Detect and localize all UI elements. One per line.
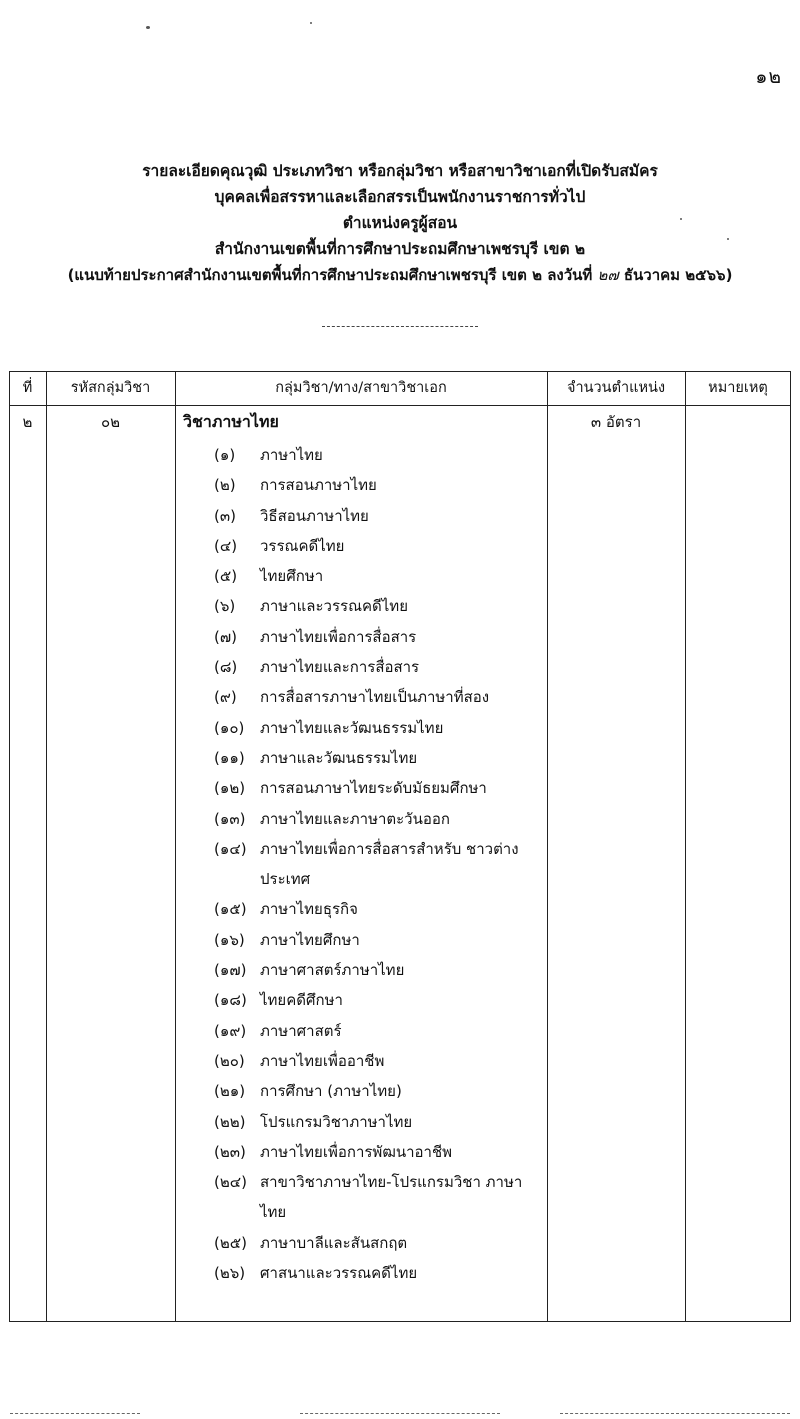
major-name: ภาษาไทยและการสื่อสาร <box>260 658 420 677</box>
major-name: วิธีสอนภาษาไทย <box>260 506 369 525</box>
major-number: (๖) <box>214 597 236 616</box>
major-number: (๕) <box>214 567 238 586</box>
column-divider <box>175 371 176 1322</box>
major-number: (๓) <box>214 506 236 525</box>
major-name: สาขาวิชาภาษาไทย-โปรแกรมวิชา ภาษาไทย <box>260 1173 523 1222</box>
list-item <box>214 652 544 682</box>
list-item <box>214 804 544 834</box>
list-item <box>214 1046 544 1076</box>
major-number: (๑๔) <box>214 839 247 858</box>
scan-edge-dash <box>560 1413 790 1414</box>
header-divider <box>322 326 478 327</box>
major-number: (๒๖) <box>214 1264 246 1283</box>
scan-speck <box>146 26 150 29</box>
list-item <box>214 591 544 621</box>
major-name: ภาษาและวัฒนธรรมไทย <box>260 748 418 767</box>
major-name: ภาษาศาสตร์ <box>260 1021 342 1040</box>
major-name: ภาษาไทย <box>260 446 323 464</box>
list-item <box>214 834 544 895</box>
major-name: โปรแกรมวิชาภาษาไทย <box>260 1112 413 1131</box>
list-item <box>214 1137 544 1167</box>
list-item <box>214 1228 544 1258</box>
scan-edge-dash <box>300 1413 500 1414</box>
major-name: ภาษาไทยศึกษา <box>260 930 360 949</box>
header-code: รหัสกลุ่มวิชา <box>70 380 151 396</box>
list-item <box>214 925 544 955</box>
major-number: (๙) <box>214 688 237 707</box>
major-name: ภาษาไทยและภาษาตะวันออก <box>260 809 450 828</box>
major-name: ภาษาไทยเพื่ออาชีพ <box>260 1051 385 1070</box>
scan-edge-dash <box>10 1413 140 1414</box>
major-number: (๑๗) <box>214 961 247 980</box>
major-name: ภาษาไทยเพื่อการสื่อสารสำหรับ ชาวต่างประเทศ <box>260 839 519 889</box>
major-number: (๒๑) <box>214 1082 246 1101</box>
list-item <box>214 561 544 591</box>
list-item <box>214 622 544 652</box>
list-item <box>214 1016 544 1046</box>
header-position-line: ตำแหน่งครูผู้สอน <box>342 214 458 232</box>
list-item <box>214 440 544 470</box>
list-item <box>214 501 544 531</box>
major-name: ภาษาไทยและวัฒนธรรมไทย <box>260 718 444 737</box>
major-number: (๑๕) <box>214 900 247 919</box>
major-number: (๑๘) <box>214 991 247 1010</box>
major-number: (๒) <box>214 476 236 495</box>
header-remarks: หมายเหตุ <box>708 380 768 396</box>
major-number: (๔) <box>214 536 238 555</box>
major-name: วรรณคดีไทย <box>260 536 345 555</box>
attachment-text-start: (แนบท้ายประกาศสำนักงานเขตพื้นที่การศึกษาประถมศึกษาเพชรบุรี เขต ๒ ลงวันที่ <box>67 266 598 284</box>
attachment-text-end: ธันวาคม ๒๕๖๖) <box>618 266 733 284</box>
header-title-line2: บุคคลเพื่อสรรหาและเลือกสรรเป็นพนักงานราชการทั่วไป <box>214 188 586 206</box>
major-number: (๒๕) <box>214 1233 247 1252</box>
list-item <box>214 531 544 561</box>
major-number: (๑๑) <box>214 748 245 767</box>
major-number: (๑๒) <box>214 779 246 798</box>
major-number: (๗) <box>214 627 237 646</box>
major-name: การศึกษา (ภาษาไทย) <box>260 1082 402 1101</box>
major-name: ไทยคดีศึกษา <box>260 991 343 1010</box>
header-attachment-line <box>0 262 800 288</box>
list-item <box>214 773 544 803</box>
major-number: (๒๓) <box>214 1142 246 1161</box>
major-number: (๑๖) <box>214 930 245 949</box>
handwritten-day: ๒๗ <box>597 266 619 284</box>
header-office-line: สำนักงานเขตพื้นที่การศึกษาประถมศึกษาเพชรบุรี เขต ๒ <box>214 240 586 258</box>
major-number: (๑๓) <box>214 809 246 828</box>
major-name: ไทยศึกษา <box>260 567 324 586</box>
major-number: (๑๙) <box>214 1021 247 1040</box>
list-item <box>214 743 544 773</box>
major-number: (๑) <box>214 446 236 464</box>
table-header-divider <box>9 405 791 406</box>
column-divider <box>685 371 686 1322</box>
major-list <box>214 440 544 1288</box>
list-item <box>214 1258 544 1288</box>
major-name: ภาษาบาลีและสันสกฤต <box>260 1233 408 1252</box>
list-item <box>214 713 544 743</box>
column-divider <box>46 371 47 1322</box>
list-item <box>214 1107 544 1137</box>
major-number: (๒๔) <box>214 1173 247 1192</box>
major-name: การสื่อสารภาษาไทยเป็นภาษาที่สอง <box>260 688 490 707</box>
major-name: ภาษาศาสตร์ภาษาไทย <box>260 961 405 980</box>
header-title-line1: รายละเอียดคุณวุฒิ ประเภทวิชา หรือกลุ่มวิชา หรือสาขาวิชาเอกที่เปิดรับสมัคร <box>142 162 658 180</box>
subject-group-title: วิชาภาษาไทย <box>183 412 279 431</box>
major-name: การสอนภาษาไทย <box>260 476 377 495</box>
list-item <box>214 682 544 712</box>
major-name: ภาษาไทยธุรกิจ <box>260 900 358 919</box>
list-item <box>214 1167 544 1228</box>
header-no: ที่ <box>22 380 33 396</box>
scan-speck <box>310 22 312 24</box>
document-header <box>0 158 800 288</box>
list-item <box>214 1076 544 1106</box>
major-name: ภาษาและวรรณคดีไทย <box>260 597 408 616</box>
major-number: (๒๒) <box>214 1112 246 1131</box>
list-item <box>214 955 544 985</box>
major-name: การสอนภาษาไทยระดับมัธยมศึกษา <box>260 779 487 798</box>
list-item <box>214 894 544 924</box>
page-number: ๑๒ <box>755 66 782 88</box>
major-number: (๘) <box>214 658 238 677</box>
row-code: ๐๒ <box>100 413 121 431</box>
major-number: (๒๐) <box>214 1051 245 1070</box>
list-item <box>214 985 544 1015</box>
list-item <box>214 470 544 500</box>
major-number: (๑๐) <box>214 718 245 737</box>
row-no: ๒ <box>22 413 33 431</box>
column-divider <box>547 371 548 1322</box>
major-name: ภาษาไทยเพื่อการสื่อสาร <box>260 627 417 646</box>
major-name: ศาสนาและวรรณคดีไทย <box>260 1264 418 1283</box>
header-positions: จำนวนตำแหน่ง <box>566 380 666 396</box>
row-positions: ๓ อัตรา <box>590 413 642 431</box>
major-name: ภาษาไทยเพื่อการพัฒนาอาชีพ <box>260 1142 453 1161</box>
header-subject: กลุ่มวิชา/ทาง/สาขาวิชาเอก <box>275 380 447 396</box>
